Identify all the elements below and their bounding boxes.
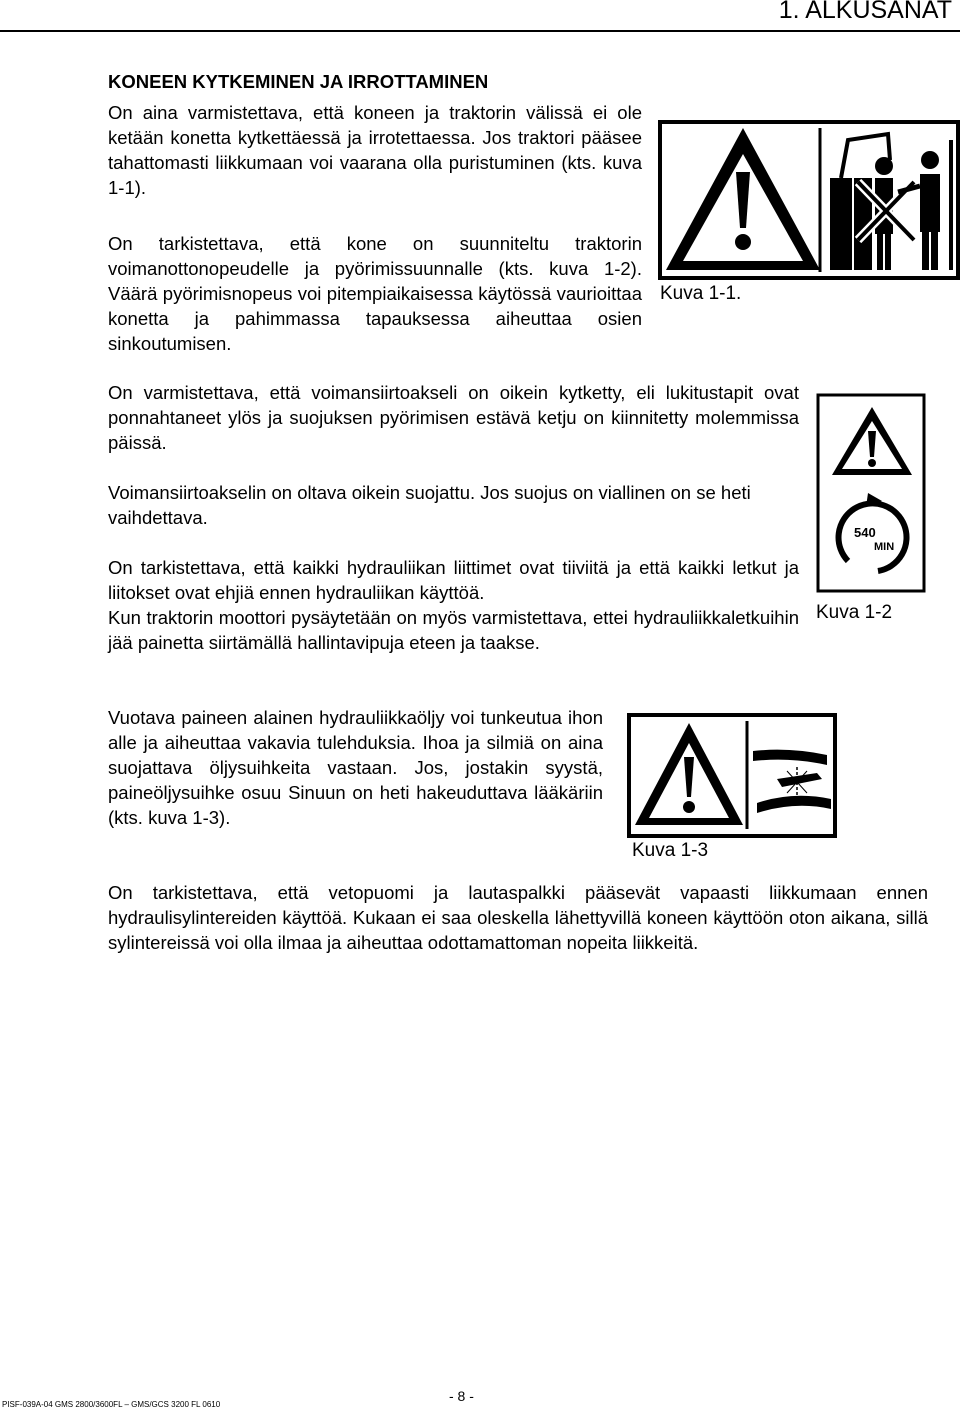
warning-triangle-icon [832, 407, 912, 475]
header-rule [0, 30, 960, 32]
document-code: PISF-039A-04 GMS 2800/3600FL – GMS/GCS 3200 FL 0610 [2, 1400, 221, 1409]
paragraph-1: On aina varmistettava, että koneen ja traktorin välissä ei ole ketään konetta kytkettäessä ja irrotettaessa. Jos traktori pääsee tahattomasti liikkumaan voi vaarana olla puristuminen (kts. kuva 1-1). [108, 102, 642, 198]
crush-hazard-pictogram [658, 120, 960, 280]
page-header-title: 1. ALKUSANAT [778, 0, 952, 24]
warning-triangle-icon [635, 723, 743, 825]
hose-leak-hand-icon [753, 750, 831, 813]
person-between-machines-icon [830, 134, 951, 270]
warning-triangle-icon [666, 128, 820, 270]
pto-speed-unit: MIN [874, 541, 895, 553]
section-heading: KONEEN KYTKEMINEN JA IRROTTAMINEN [108, 71, 489, 92]
paragraph-7: Vuotava paineen alainen hydrauliikkaöljy voi tunkeutua ihon alle ja aiheuttaa vakavia tulehduksia. Ihoa ja silmiä on aina suojattava öljysuihkeita vastaan. Jos, jostakin syystä, paineöljysuihke osuu Sinuun on heti hakeuduttava lääkäriin (kts. kuva 1-3). [108, 707, 603, 828]
figure-1-3-caption: Kuva 1-3 [632, 840, 709, 861]
pto-speed-value: 540 [854, 525, 876, 540]
pto-speed-pictogram [816, 393, 926, 593]
paragraph-2: On tarkistettava, että kone on suunniteltu traktorin voimanottonopeudelle ja pyörimissuunnalle (kts. kuva 1-2). Väärä pyörimisnopeus voi pitempiaikaisessa käytössä vaurioittaa konetta ja pahimmassa tapauksessa aiheuttaa osien sinkoutumisen. [108, 233, 642, 354]
paragraph-8: On tarkistettava, että vetopuomi ja lautaspalkki pääsevät vapaasti liikkumaan ennen hydraulisylintereiden käyttöä. Kukaan ei saa oleskella lähettyvillä koneen käyttöön oton aikana, sillä sylintereissä voi olla ilmaa ja aiheuttaa odottamattoman nopeita liikkeitä. [108, 882, 928, 953]
hydraulic-oil-pictogram [627, 713, 837, 838]
paragraph-4: Voimansiirtoakselin on oltava oikein suojattu. Jos suojus on viallinen on se heti vaihdettava. [108, 482, 751, 528]
figure-1-1-caption: Kuva 1-1. [660, 283, 742, 304]
page-number: - 8 - [449, 1388, 474, 1404]
paragraph-5: On tarkistettava, että kaikki hydrauliikan liittimet ovat tiiviitä ja että kaikki letkut ja liitokset ovat ehjiä ennen hydrauliikan käyttöä. [108, 557, 799, 603]
figure-1-2-caption: Kuva 1-2 [816, 602, 893, 623]
paragraph-3: On varmistettava, että voimansiirtoakseli on oikein kytketty, eli lukitustapit ovat ponnahtaneet ylös ja suojuksen pyörimisen estävä ketju on kiinnitetty molemmissa päissä. [108, 382, 799, 453]
paragraph-6: Kun traktorin moottori pysäytetään on myös varmistettava, ettei hydrauliikkaletkuihin jää painetta siirtämällä hallintavipuja eteen ja taakse. [108, 607, 799, 653]
